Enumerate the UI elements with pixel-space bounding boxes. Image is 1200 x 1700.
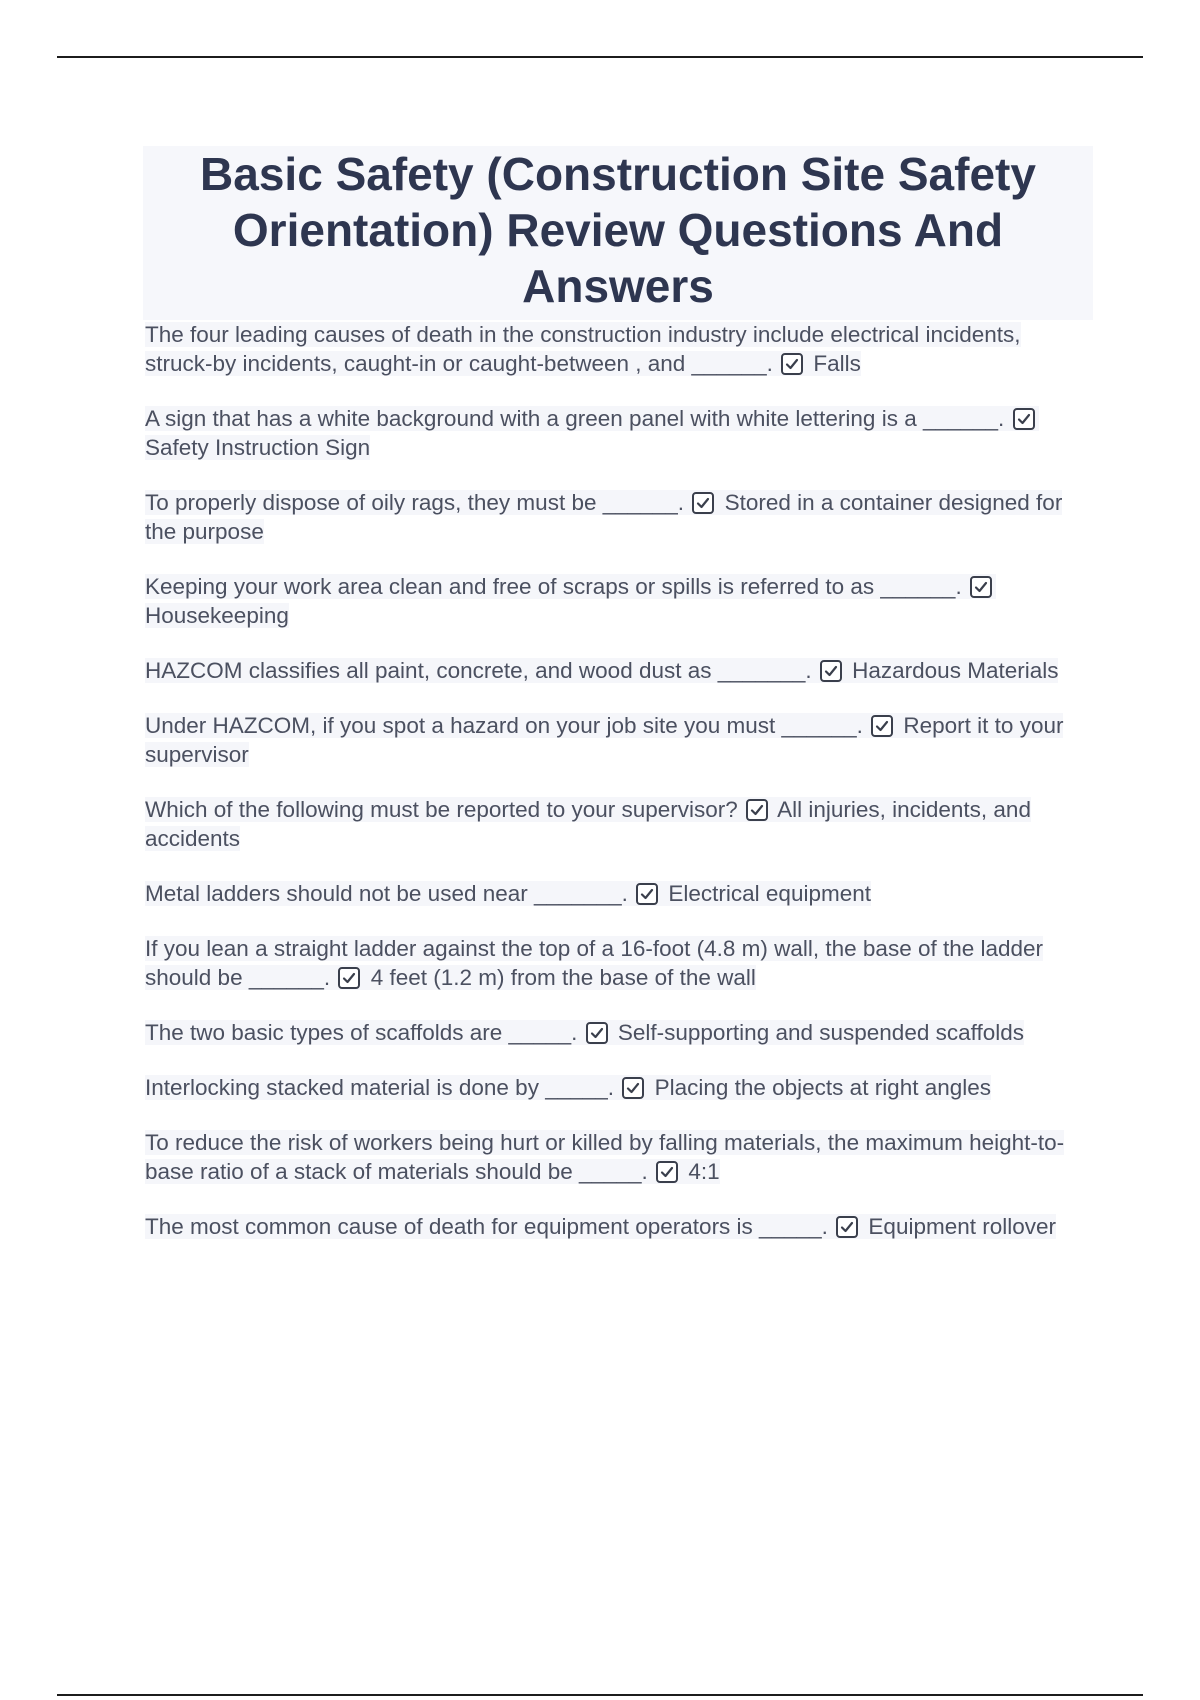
question-text: Under HAZCOM, if you spot a hazard on your job site you must ______. xyxy=(145,713,863,738)
qa-item xyxy=(143,656,1093,685)
question-text: If you lean a straight ladder against the top of a 16-foot (4.8 m) wall, the base of the ladder should be ______. xyxy=(145,936,1044,990)
question-text: The most common cause of death for equipment operators is _____. xyxy=(145,1214,828,1239)
checkbox-checked-icon xyxy=(656,1161,678,1183)
answer-text: Report it to your supervisor xyxy=(145,713,1064,767)
checkbox-checked-icon xyxy=(820,660,842,682)
header-rule xyxy=(57,56,1143,58)
answer-text: Housekeeping xyxy=(145,603,289,628)
answer-text: Hazardous Materials xyxy=(852,658,1059,683)
checkbox-checked-icon xyxy=(692,492,714,514)
qa-text xyxy=(145,1020,1024,1045)
checkbox-checked-icon xyxy=(970,576,992,598)
qa-text xyxy=(145,490,1062,544)
qa-item xyxy=(143,320,1093,378)
qa-text xyxy=(145,658,1058,683)
qa-text xyxy=(145,322,1021,376)
qa-item xyxy=(143,795,1093,853)
qa-item xyxy=(143,404,1093,462)
answer-text: All injuries, incidents, and accidents xyxy=(145,797,1031,851)
question-text: Metal ladders should not be used near _______. xyxy=(145,881,628,906)
question-text: To reduce the risk of workers being hurt or killed by falling materials, the maximum height-to-base ratio of a stack of materials should be _____. xyxy=(145,1130,1065,1184)
qa-text xyxy=(145,574,996,628)
question-text: A sign that has a white background with a green panel with white lettering is a ______. xyxy=(145,406,1005,431)
answer-text: Self-supporting and suspended scaffolds xyxy=(617,1020,1024,1045)
answer-text: 4 feet (1.2 m) from the base of the wall xyxy=(370,965,756,990)
answer-text: Safety Instruction Sign xyxy=(145,435,371,460)
page-title: Basic Safety (Construction Site Safety Orientation) Review Questions And Answers xyxy=(200,148,1036,312)
checkbox-checked-icon xyxy=(338,967,360,989)
answer-text: Stored in a container designed for the purpose xyxy=(145,490,1063,544)
checkbox-checked-icon xyxy=(636,883,658,905)
qa-item xyxy=(143,1212,1093,1241)
answer-text: Placing the objects at right angles xyxy=(654,1075,992,1100)
qa-text xyxy=(145,406,1039,460)
qa-item xyxy=(143,1128,1093,1186)
answer-text: Falls xyxy=(813,351,861,376)
answer-text: Electrical equipment xyxy=(668,881,871,906)
qa-item xyxy=(143,488,1093,546)
checkbox-checked-icon xyxy=(622,1077,644,1099)
question-text: To properly dispose of oily rags, they must be ______. xyxy=(145,490,685,515)
answer-text: 4:1 xyxy=(688,1159,720,1184)
qa-item xyxy=(143,1073,1093,1102)
qa-text xyxy=(145,797,1031,851)
checkbox-checked-icon xyxy=(1013,408,1035,430)
qa-item xyxy=(143,879,1093,908)
checkbox-checked-icon xyxy=(836,1216,858,1238)
question-text: Which of the following must be reported to your supervisor? xyxy=(145,797,738,822)
qa-item xyxy=(143,711,1093,769)
checkbox-checked-icon xyxy=(746,799,768,821)
qa-item xyxy=(143,934,1093,992)
qa-text xyxy=(145,1214,1056,1239)
document-body xyxy=(143,146,1093,1267)
question-text: Keeping your work area clean and free of scraps or spills is referred to as ______. xyxy=(145,574,962,599)
checkbox-checked-icon xyxy=(586,1022,608,1044)
question-text: HAZCOM classifies all paint, concrete, and wood dust as _______. xyxy=(145,658,812,683)
question-text: The two basic types of scaffolds are _____. xyxy=(145,1020,578,1045)
question-text: The four leading causes of death in the construction industry include electrical incidents, struck-by incidents, caught-in or caught-between , and ______. xyxy=(145,322,1021,376)
qa-item xyxy=(143,572,1093,630)
qa-text xyxy=(145,713,1063,767)
answer-text: Equipment rollover xyxy=(868,1214,1057,1239)
qa-list xyxy=(143,320,1093,1241)
checkbox-checked-icon xyxy=(871,715,893,737)
question-text: Interlocking stacked material is done by _____. xyxy=(145,1075,615,1100)
title-block xyxy=(143,146,1093,320)
qa-text xyxy=(145,881,871,906)
footer-rule xyxy=(57,1694,1143,1696)
qa-text xyxy=(145,1075,991,1100)
qa-text xyxy=(145,1130,1064,1184)
qa-item xyxy=(143,1018,1093,1047)
qa-text xyxy=(145,936,1043,990)
checkbox-checked-icon xyxy=(781,353,803,375)
